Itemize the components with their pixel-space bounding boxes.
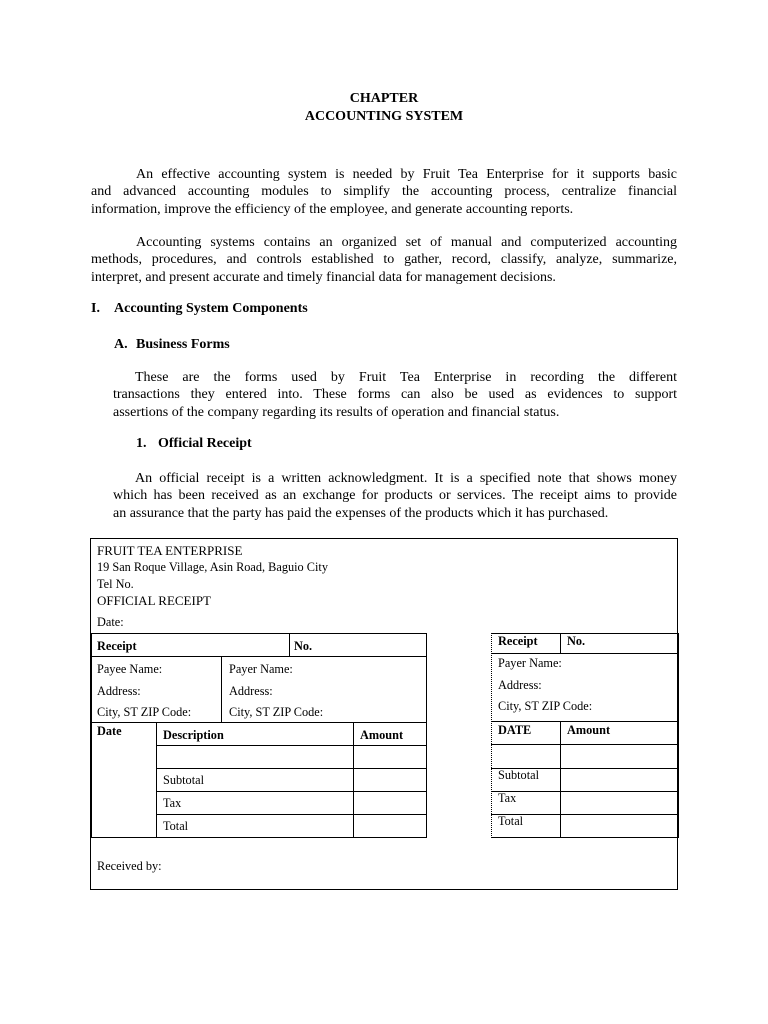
payee-name-label: Payee Name: xyxy=(97,662,163,676)
date-label: Date: xyxy=(97,615,124,629)
paragraph-line: information, improve the efficiency of the employee, and generate accounting reports. xyxy=(91,201,574,217)
paragraph-line: and advanced accounting modules to simplify the accounting process, centralize financial xyxy=(91,184,677,200)
intro-paragraph-1 xyxy=(91,166,677,218)
section-a-title: Business Forms xyxy=(136,337,230,352)
company-name: FRUIT TEA ENTERPRISE xyxy=(97,543,243,558)
paragraph-line: an assurance that the party has paid the expenses of the products which it has purchased. xyxy=(113,505,609,521)
receipt-no-label: No. xyxy=(294,639,313,653)
section-1-title: Official Receipt xyxy=(158,436,252,451)
paragraph-line: interpret, and present accurate and timely financial data for management decisions. xyxy=(91,269,556,285)
payee-address-label: Address: xyxy=(97,684,141,698)
paragraph-line: An effective accounting system is needed by Fruit Tea Enterprise for it supports basic xyxy=(136,167,677,182)
stub-subtotal-label: Subtotal xyxy=(498,768,539,782)
section-i-title: Accounting System Components xyxy=(114,301,308,316)
company-address: 19 San Roque Village, Asin Road, Baguio City xyxy=(97,560,328,574)
paragraph-line: Accounting systems contains an organized set of manual and computerized accounting xyxy=(136,235,677,250)
paragraph-line: assertions of the company regarding its results of operation and financial status. xyxy=(113,404,560,420)
forms-paragraph xyxy=(113,369,677,421)
paragraph-line: methods, procedures, and controls established to gather, record, classify, analyze, summarize, xyxy=(91,252,677,268)
tel-label: Tel No. xyxy=(97,577,134,591)
col-date-header: Date xyxy=(97,724,122,738)
official-receipt-form xyxy=(90,538,678,890)
chapter-title: ACCOUNTING SYSTEM xyxy=(304,109,464,124)
payer-address-label: Address: xyxy=(229,684,273,698)
stub-col-date-header: DATE xyxy=(498,723,532,737)
receipt-label: Receipt xyxy=(97,639,137,653)
section-i-number: I. xyxy=(91,301,100,316)
receipt-paragraph xyxy=(113,470,677,522)
stub-col-amount-header: Amount xyxy=(567,723,611,737)
stub-receipt-label: Receipt xyxy=(498,634,538,648)
subtotal-label: Subtotal xyxy=(163,773,204,787)
payer-city-label: City, ST ZIP Code: xyxy=(229,705,324,719)
stub-no-label: No. xyxy=(567,634,586,648)
stub-payer-name-label: Payer Name: xyxy=(498,656,562,670)
paragraph-line: These are the forms used by Fruit Tea Enterprise in recording the different xyxy=(135,370,677,385)
payer-name-label: Payer Name: xyxy=(229,662,293,676)
section-a-number: A. xyxy=(114,337,128,352)
tax-label: Tax xyxy=(163,796,182,810)
col-amount-header: Amount xyxy=(360,728,404,742)
intro-paragraph-2 xyxy=(91,234,677,286)
total-label: Total xyxy=(163,819,189,833)
stub-city-label: City, ST ZIP Code: xyxy=(498,699,593,713)
col-description-header: Description xyxy=(163,728,224,742)
paragraph-line: transactions they entered into. These forms can also be used as evidences to support xyxy=(113,387,677,403)
section-1-number: 1. xyxy=(136,436,147,451)
stub-address-label: Address: xyxy=(498,678,542,692)
payee-city-label: City, ST ZIP Code: xyxy=(97,705,192,719)
paragraph-line: which has been received as an exchange for products or services. The receipt aims to provide xyxy=(113,488,677,504)
form-title: OFFICIAL RECEIPT xyxy=(97,593,211,608)
chapter-heading: CHAPTER xyxy=(349,91,419,106)
received-by-label: Received by: xyxy=(97,859,162,873)
paragraph-line: An official receipt is a written acknowledgment. It is a specified note that shows money xyxy=(135,471,677,486)
stub-total-label: Total xyxy=(498,814,524,828)
stub-tax-label: Tax xyxy=(498,791,517,805)
